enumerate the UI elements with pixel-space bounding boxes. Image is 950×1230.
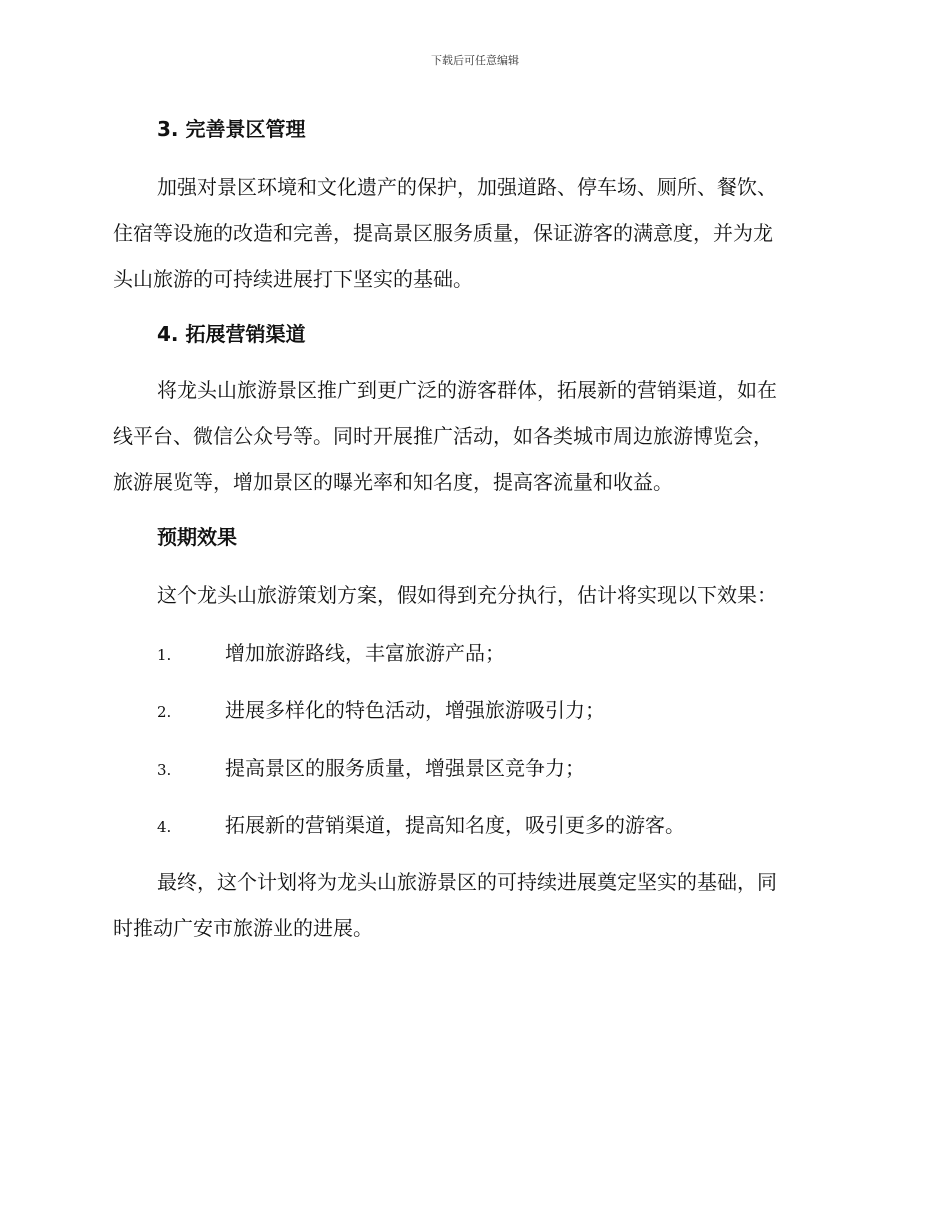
list-item bbox=[157, 753, 585, 785]
effects-intro: 这个龙头山旅游策划方案，假如得到充分执行，估计将实现以下效果： bbox=[157, 583, 777, 607]
list-text: 提高景区的服务质量，增强景区竞争力； bbox=[225, 756, 585, 780]
list-number: 2. bbox=[157, 703, 172, 721]
section-3-paragraph bbox=[113, 164, 833, 302]
section-3-heading: 3. 完善景区管理 bbox=[157, 117, 306, 141]
effects-heading: 预期效果 bbox=[157, 525, 237, 549]
paragraph-line: 线平台、微信公众号等。同时开展推广活动，如各类城市周边旅游博览会， bbox=[113, 424, 773, 448]
list-number: 1. bbox=[157, 646, 172, 664]
conclusion-paragraph bbox=[113, 859, 833, 951]
paragraph-line: 头山旅游的可持续进展打下坚实的基础。 bbox=[113, 267, 473, 291]
list-item bbox=[157, 638, 505, 670]
paragraph-line: 加强对景区环境和文化遗产的保护，加强道路、停车场、厕所、餐饮、 bbox=[157, 175, 777, 199]
page-header: 下载后可任意编辑 bbox=[431, 54, 519, 67]
list-number: 4. bbox=[157, 818, 172, 836]
list-text: 增加旅游路线，丰富旅游产品； bbox=[225, 641, 505, 665]
section-4-paragraph bbox=[113, 367, 833, 505]
section-4-heading: 4. 拓展营销渠道 bbox=[157, 322, 306, 346]
list-number: 3. bbox=[157, 761, 172, 779]
paragraph-line: 旅游展览等，增加景区的曝光率和知名度，提高客流量和收益。 bbox=[113, 470, 673, 494]
list-item bbox=[157, 695, 605, 727]
paragraph-line: 最终，这个计划将为龙头山旅游景区的可持续进展奠定坚实的基础，同 bbox=[157, 870, 777, 894]
paragraph-line: 将龙头山旅游景区推广到更广泛的游客群体，拓展新的营销渠道，如在 bbox=[157, 378, 777, 402]
list-item bbox=[157, 810, 685, 842]
paragraph-line: 住宿等设施的改造和完善，提高景区服务质量，保证游客的满意度，并为龙 bbox=[113, 221, 773, 245]
list-text: 拓展新的营销渠道，提高知名度，吸引更多的游客。 bbox=[225, 813, 685, 837]
paragraph-line: 时推动广安市旅游业的进展。 bbox=[113, 916, 373, 940]
list-text: 进展多样化的特色活动，增强旅游吸引力； bbox=[225, 698, 605, 722]
